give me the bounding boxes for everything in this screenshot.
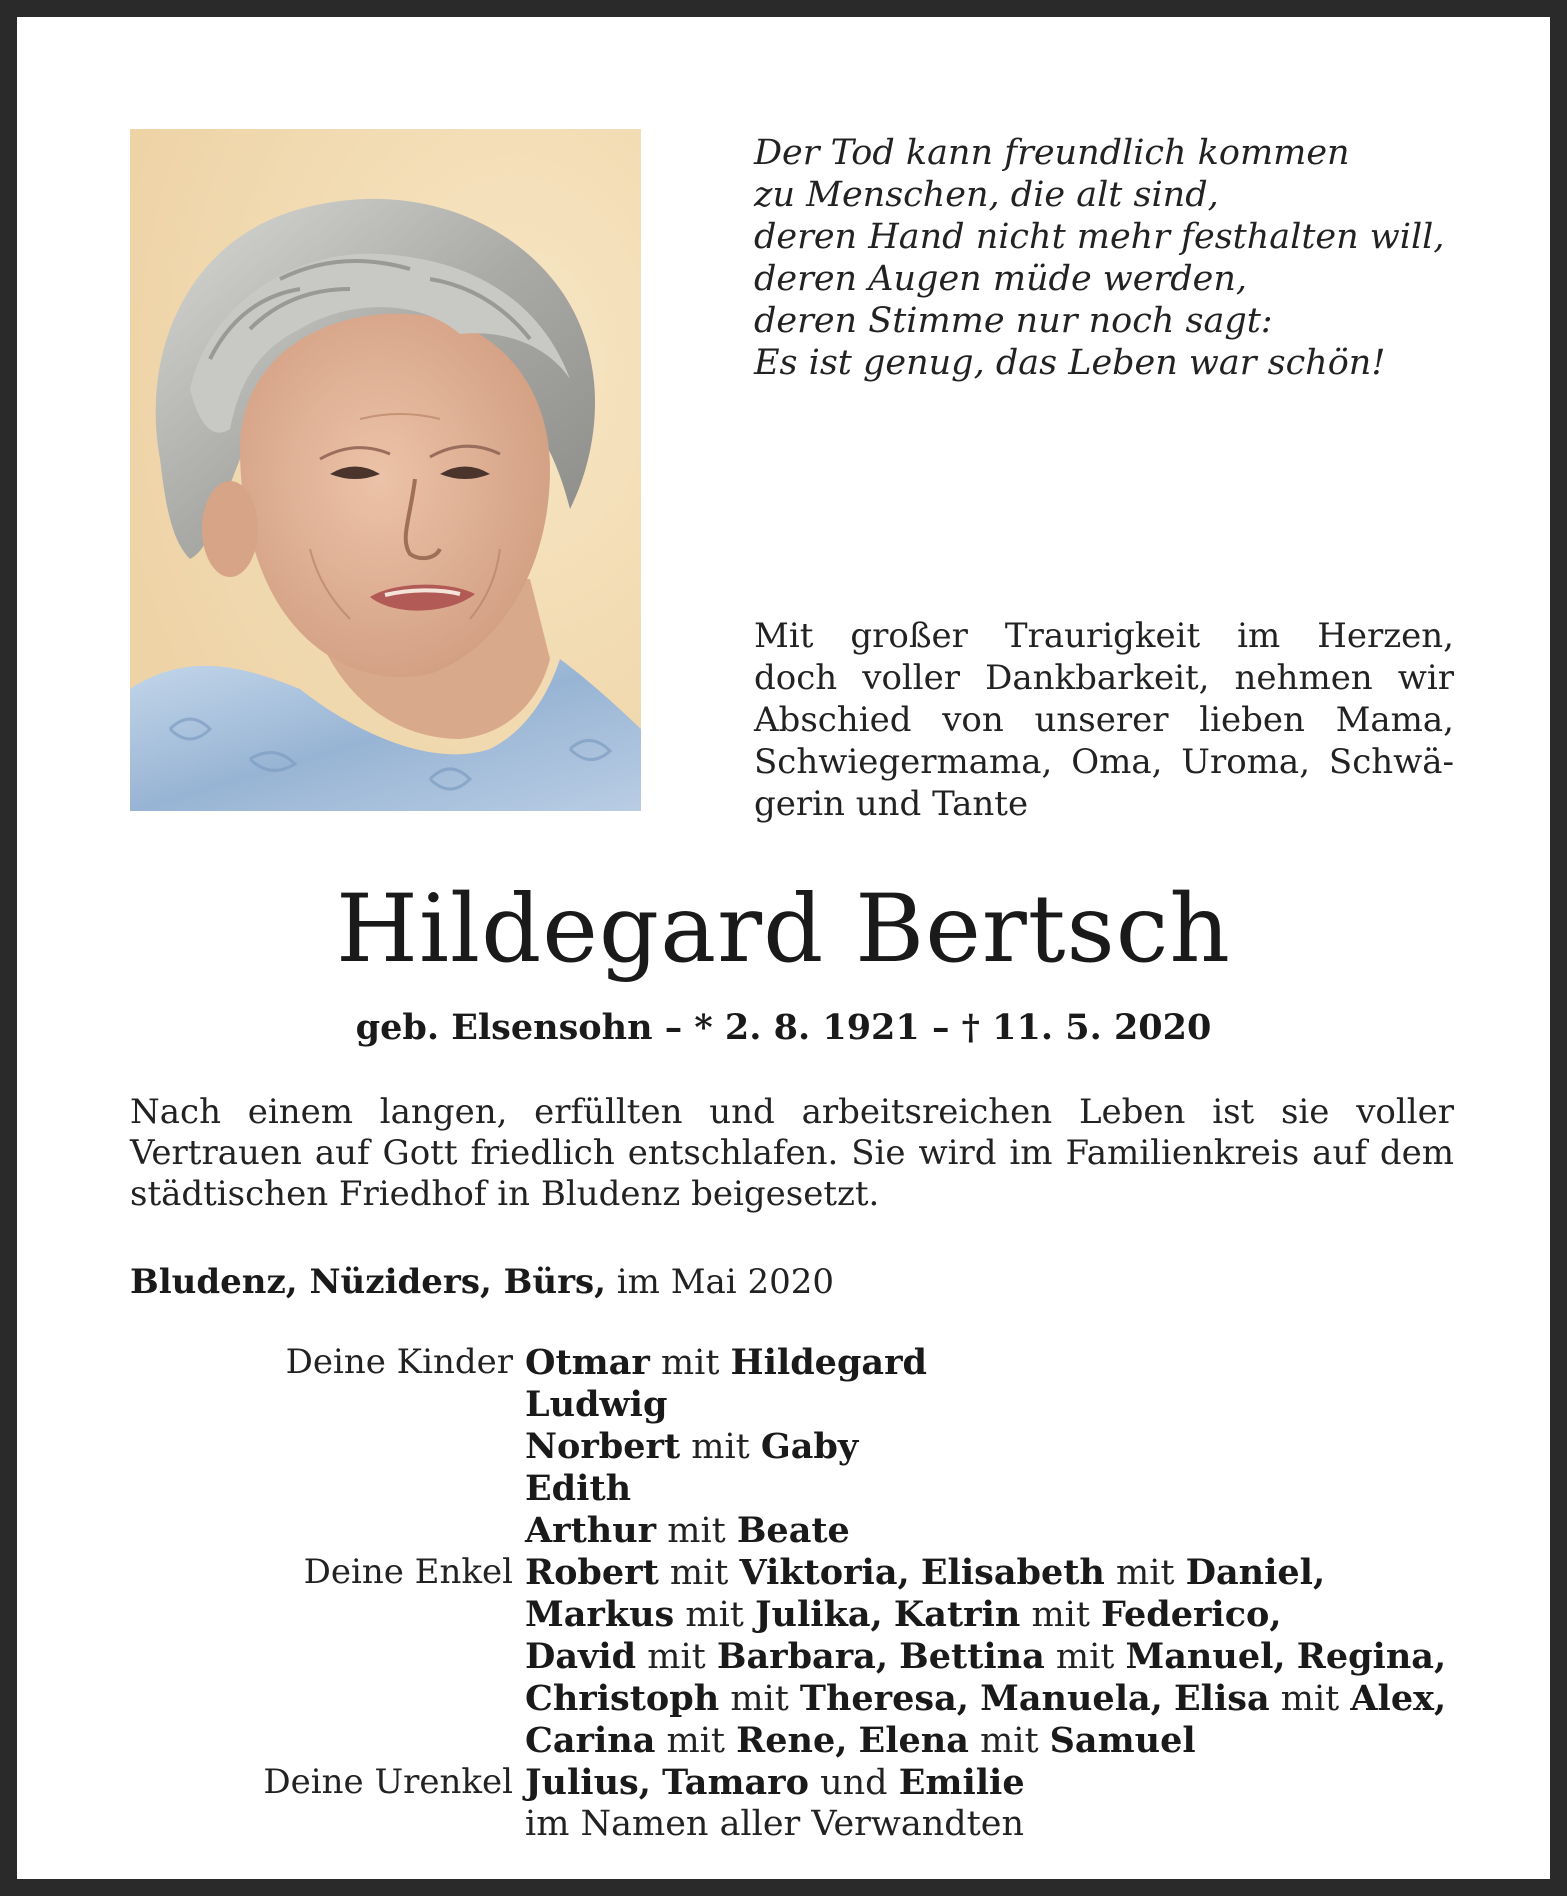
family-name: Gaby (760, 1426, 859, 1467)
poem-line: deren Hand nicht mehr festhalten will, (754, 217, 1445, 257)
family-name: Manuel, (1125, 1636, 1286, 1677)
deceased-name: Hildegard Bertsch (336, 875, 1231, 984)
great-grandchildren-group (130, 1762, 1454, 1845)
conjunction: mit (1280, 1679, 1340, 1719)
family-name: Julika, (755, 1594, 883, 1635)
list-item (525, 1468, 1454, 1510)
intro-text (754, 615, 1454, 825)
list-item (525, 1678, 1454, 1720)
list-item (525, 1720, 1454, 1762)
list-item (525, 1426, 1454, 1468)
conjunction: mit (660, 1343, 720, 1383)
family-name: Samuel (1049, 1720, 1196, 1761)
family-name: Otmar (525, 1342, 650, 1383)
family-name: Hildegard (730, 1342, 928, 1383)
conjunction: mit (647, 1637, 706, 1677)
conjunction: mit (730, 1679, 789, 1719)
poem-line: Der Tod kann freundlich kommen (754, 133, 1350, 173)
poem-line: zu Menschen, die alt sind, (754, 175, 1219, 215)
family-name: Theresa, (799, 1678, 969, 1719)
portrait-photo (130, 129, 641, 811)
list-item (525, 1552, 1454, 1594)
family-name: Elisabeth (920, 1552, 1105, 1593)
great-grandchildren-label: Deine Urenkel (263, 1762, 513, 1802)
poem-line: deren Stimme nur noch sagt: (754, 301, 1273, 341)
intro-line: Mit großer Traurigkeit im Herzen, (754, 616, 1454, 656)
family-name: Elena (858, 1720, 969, 1761)
list-item (525, 1594, 1454, 1636)
family-name: Ludwig (525, 1384, 668, 1425)
family-name: Viktoria, (739, 1552, 910, 1593)
family-name: Carina (525, 1720, 656, 1761)
list-item (525, 1762, 1454, 1804)
conjunction: mit (685, 1595, 744, 1635)
intro-line: doch voller Dankbarkeit, nehmen wir (754, 658, 1454, 698)
conjunction: mit (691, 1427, 750, 1467)
birth-name: geb. Elsensohn (355, 1007, 653, 1048)
conjunction: mit (1055, 1637, 1115, 1677)
family-name: Federico, (1101, 1594, 1282, 1635)
family-name: Christoph (525, 1678, 720, 1719)
list-item (525, 1510, 1454, 1552)
family-name: Manuela, (980, 1678, 1163, 1719)
intro-line: Abschied von unserer lieben Mama, (754, 700, 1454, 740)
family-name: Arthur (525, 1510, 657, 1551)
family-name: Julius, (525, 1762, 651, 1803)
closing-line: im Namen aller Verwandten (525, 1804, 1024, 1844)
list-item (525, 1636, 1454, 1678)
conjunction: mit (666, 1721, 725, 1761)
family-name: Elisa (1174, 1678, 1270, 1719)
conjunction: und (820, 1763, 888, 1803)
conjunction: mit (667, 1511, 726, 1551)
family-name: Edith (525, 1468, 632, 1509)
poem-line: Es ist genug, das Leben war schön! (754, 343, 1386, 383)
family-name: Norbert (525, 1426, 681, 1467)
grandchildren-group (130, 1552, 1454, 1762)
body-line: Nach einem langen, erfüllten und arbeitsreichen Leben ist sie voller (130, 1092, 1454, 1132)
children-group (130, 1342, 1454, 1552)
conjunction: mit (1116, 1553, 1175, 1593)
place-date-text: im Mai 2020 (616, 1262, 835, 1302)
birth-death-dates (17, 1006, 1550, 1050)
family-name: Barbara, (716, 1636, 889, 1677)
family-name: Rene, (736, 1720, 848, 1761)
body-line: städtischen Friedhof in Bludenz beigesetzt. (130, 1174, 880, 1214)
family-name: Alex, (1350, 1678, 1447, 1719)
children-label: Deine Kinder (285, 1342, 513, 1382)
conjunction: mit (1031, 1595, 1090, 1635)
body-text (130, 1092, 1454, 1215)
family-list (130, 1342, 1454, 1845)
children-names (513, 1342, 1454, 1552)
family-name: Emilie (898, 1762, 1025, 1803)
list-item (525, 1384, 1454, 1426)
family-name: Beate (736, 1510, 850, 1551)
family-name: Daniel, (1185, 1552, 1326, 1593)
body-line: Vertrauen auf Gott friedlich entschlafen. Sie wird im Familienkreis auf dem (130, 1133, 1454, 1173)
intro-line: gerin und Tante (754, 784, 1029, 824)
great-grandchildren-names (513, 1762, 1454, 1845)
family-name: Bettina (899, 1636, 1045, 1677)
poem-line: deren Augen müde werden, (754, 259, 1247, 299)
family-name: Katrin (893, 1594, 1021, 1635)
family-name: Regina, (1296, 1636, 1447, 1677)
family-name: Markus (525, 1594, 675, 1635)
list-item (525, 1342, 1454, 1384)
poem (754, 132, 1454, 384)
died-date: – † 11. 5. 2020 (931, 1007, 1212, 1048)
grandchildren-names (513, 1552, 1454, 1762)
conjunction: mit (669, 1553, 729, 1593)
conjunction: mit (980, 1721, 1039, 1761)
family-name: Robert (525, 1552, 659, 1593)
grandchildren-label: Deine Enkel (303, 1552, 513, 1592)
place-towns: Bludenz, Nüziders, Bürs, (130, 1262, 606, 1302)
place-date (130, 1260, 834, 1304)
intro-line: Schwiegermama, Oma, Uroma, Schwä- (754, 742, 1454, 782)
born-date: – * 2. 8. 1921 (664, 1007, 920, 1048)
family-name: Tamaro (662, 1762, 809, 1803)
family-name: David (525, 1636, 637, 1677)
portrait-photo-image (130, 129, 641, 811)
